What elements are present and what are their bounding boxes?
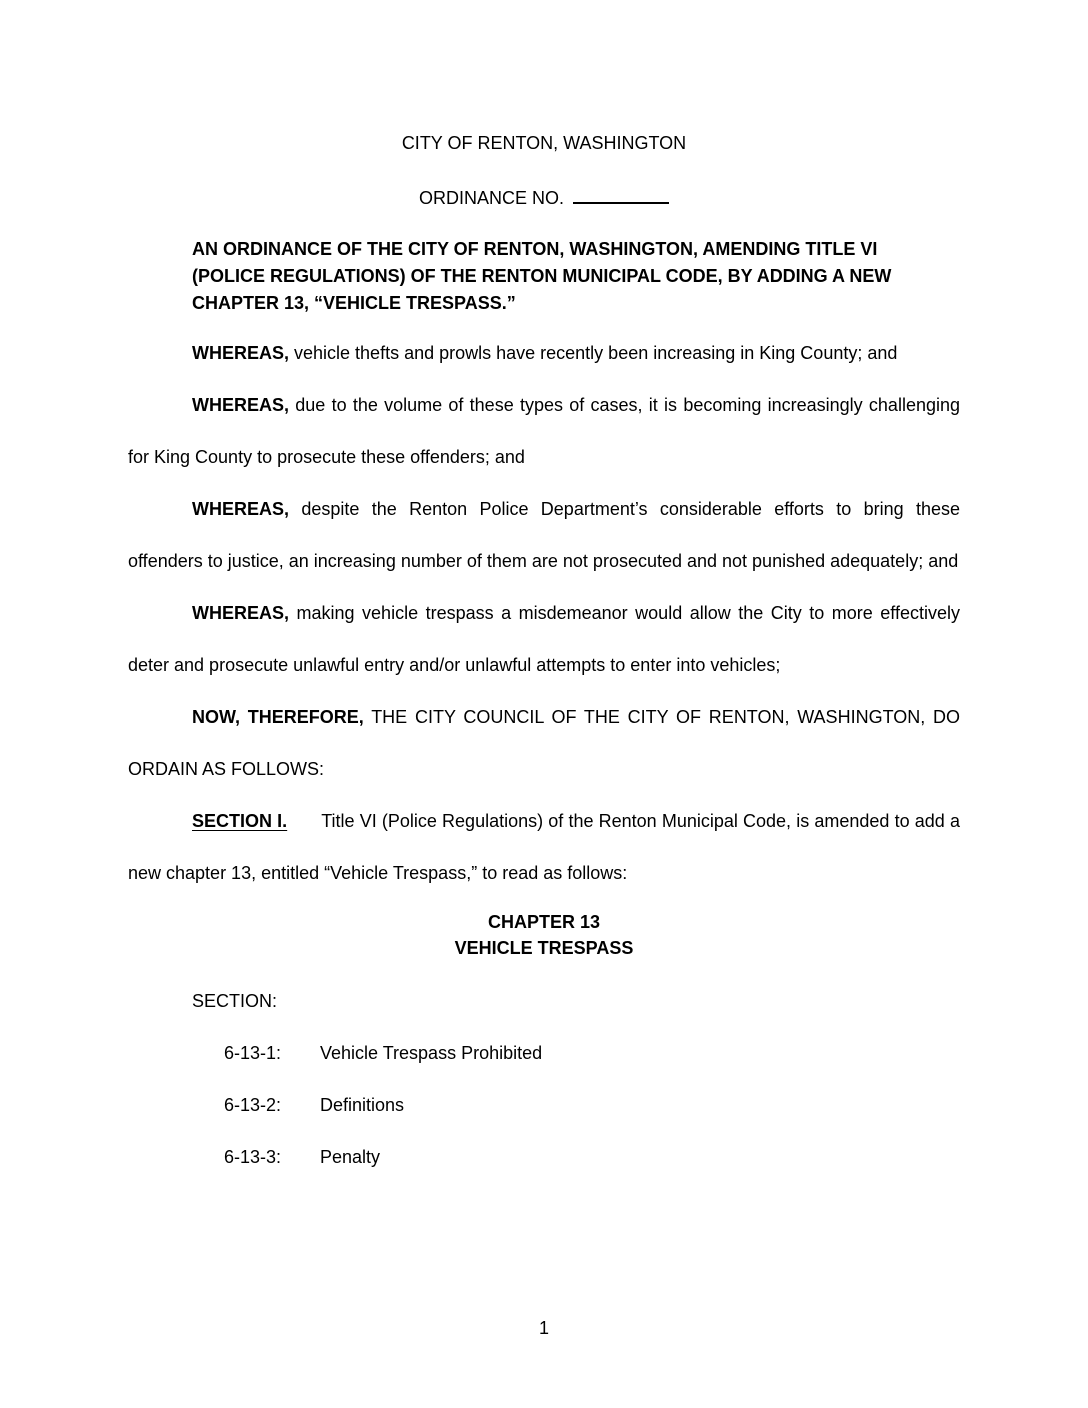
title-line: AN ORDINANCE OF THE CITY OF RENTON, WASHINGTON, AMENDING TITLE VI — [192, 239, 878, 259]
ordinance-title-block — [192, 236, 896, 317]
section-code: 6-13-1: — [224, 1043, 282, 1063]
whereas-paragraph-2 — [128, 379, 960, 483]
document-header-city: CITY OF RENTON, WASHINGTON — [401, 133, 687, 153]
section-title: Penalty — [320, 1147, 381, 1167]
section-code: 6-13-3: — [224, 1147, 282, 1167]
paragraph-lead: WHEREAS, — [192, 395, 290, 415]
paragraph-lead: WHEREAS, — [192, 499, 290, 519]
section-title: Vehicle Trespass Prohibited — [320, 1043, 543, 1063]
document-content — [128, 133, 960, 1183]
whereas-paragraph-3 — [128, 483, 960, 587]
page-number: 1 — [538, 1318, 549, 1338]
paragraph-text: vehicle thefts and prowls have recently been increasing in King County; and — [289, 343, 898, 363]
whereas-paragraph-4 — [128, 587, 960, 691]
paragraph-text: making vehicle trespass a misdemeanor would allow the City to more effectively deter and prosecute unlawful entry and/or unlawful attempts to enter into vehicles; — [128, 603, 960, 675]
title-line: (POLICE REGULATIONS) OF THE RENTON MUNICIPAL CODE, BY ADDING A NEW — [192, 266, 892, 286]
chapter-number: CHAPTER 13 — [487, 912, 601, 932]
section-1-label: SECTION I. — [192, 811, 288, 831]
paragraph-lead: WHEREAS, — [192, 343, 290, 363]
ordinance-number-label: ORDINANCE NO. — [418, 188, 564, 208]
section-title: Definitions — [320, 1095, 405, 1115]
paragraph-lead: WHEREAS, — [192, 603, 290, 623]
chapter-title: VEHICLE TRESPASS — [454, 938, 634, 958]
ordinance-number-line — [128, 188, 960, 209]
paragraph-lead: NOW, THEREFORE, — [192, 707, 364, 727]
section-1-text: Title VI (Police Regulations) of the Renton Municipal Code, is amended to add a new chapter 13, entitled “Vehicle Trespass,” to read as follows: — [128, 811, 960, 883]
whereas-paragraph-1 — [128, 327, 960, 379]
section-1-paragraph — [128, 795, 960, 899]
ordinance-number-blank — [573, 188, 669, 204]
list-item — [224, 1079, 960, 1131]
paragraph-text: despite the Renton Police Department’s considerable efforts to bring these offenders to justice, an increasing number of them are not prosecuted and not punished adequately; and — [128, 499, 960, 571]
section-list-label: SECTION: — [192, 991, 278, 1011]
section-list — [128, 1027, 960, 1183]
section-code: 6-13-2: — [224, 1095, 282, 1115]
paragraph-text: THE CITY COUNCIL OF THE CITY OF RENTON, WASHINGTON, DO ORDAIN AS FOLLOWS: — [128, 707, 960, 779]
list-item — [224, 1131, 960, 1183]
ordinance-body — [128, 327, 960, 899]
now-therefore-paragraph — [128, 691, 960, 795]
paragraph-text: due to the volume of these types of cases, it is becoming increasingly challenging for King County to prosecute these offenders; and — [128, 395, 960, 467]
chapter-heading — [128, 909, 960, 961]
list-item — [224, 1027, 960, 1079]
title-line: CHAPTER 13, “VEHICLE TRESPASS.” — [192, 293, 516, 313]
